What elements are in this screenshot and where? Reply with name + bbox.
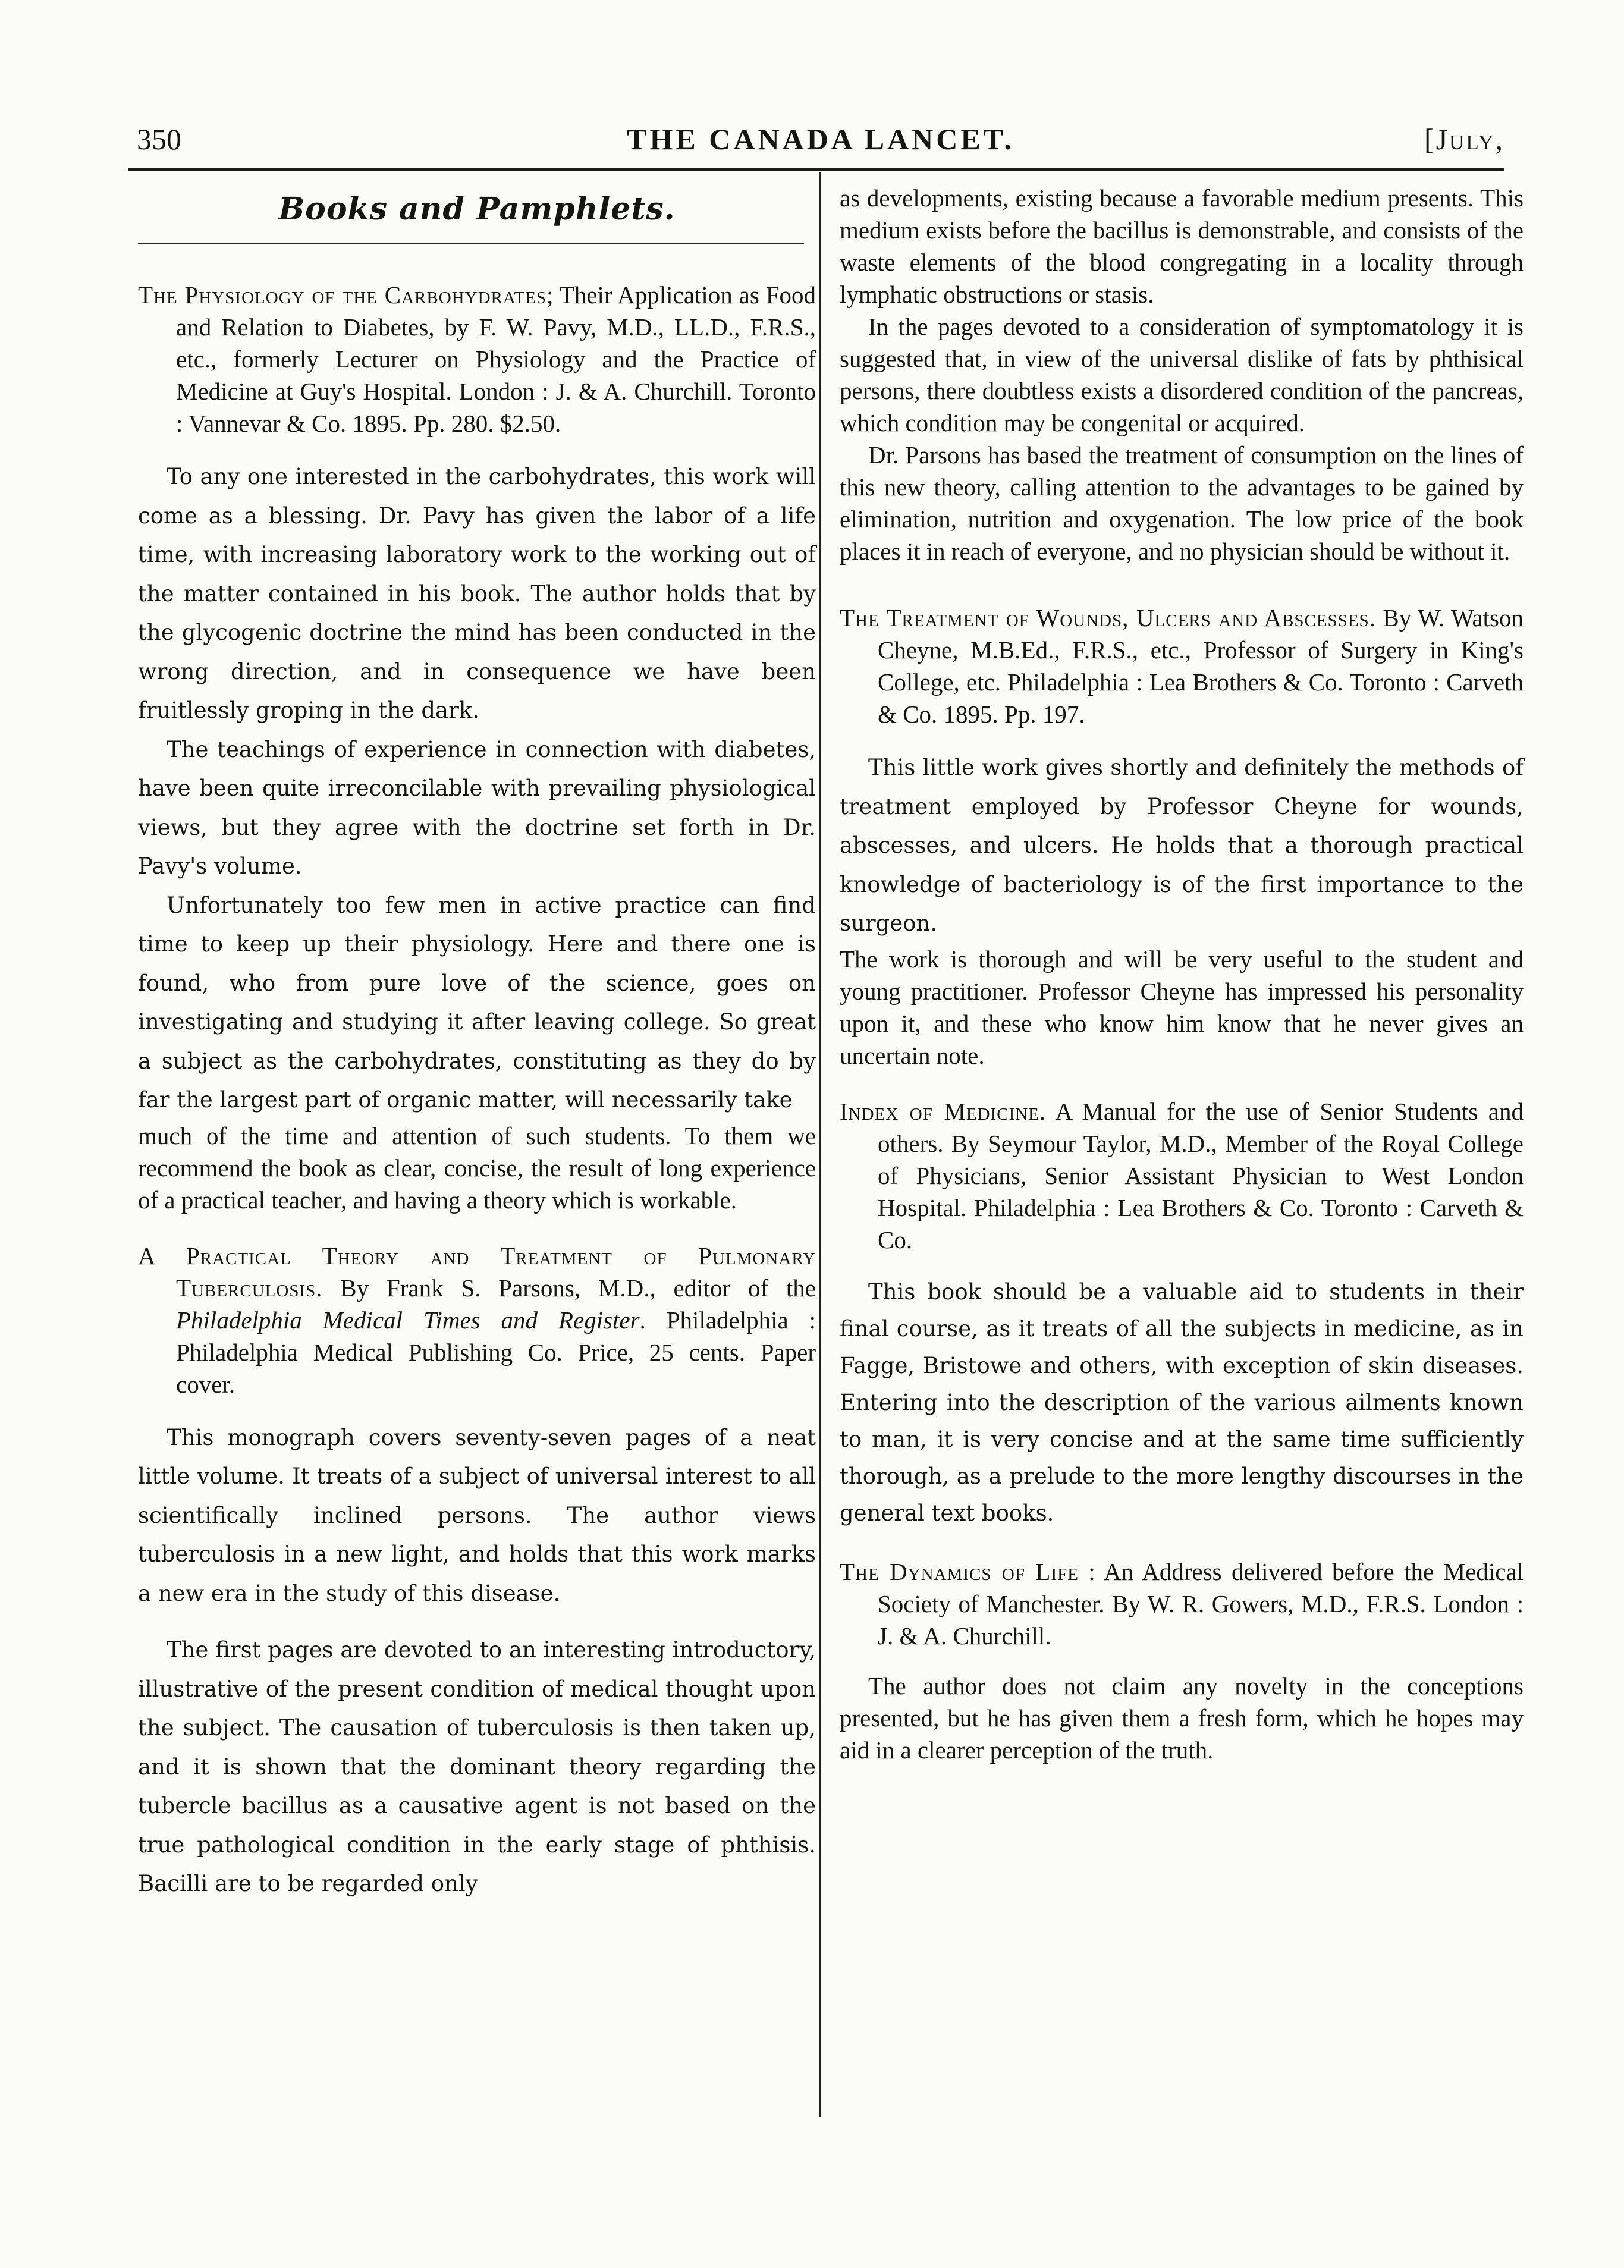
citation-pulmonary-tuberculosis (138, 1240, 816, 1400)
citation-title: A Practical Theory and Treatment of Pulmonary Tuberculosis. (138, 1242, 816, 1302)
review-paragraph: much of the time and attention of such students. To them we recommend the book as clear, concise, the result of long experience of a practical teacher, and having a theory which is workable. (138, 1122, 816, 1214)
citation-title: The Dynamics of Life (840, 1557, 1079, 1585)
citation-journal-name: Philadelphia Medical Times and Register (176, 1306, 640, 1334)
review-paragraph: This little work gives shortly and definitely the methods of treatment employed by Professor Cheyne for wounds, abscesses, and ulcers. He holds that a thorough practical knowledge of bacteriology is of the first importance to the surgeon. (840, 755, 1524, 936)
citation-physiology-carbohydrates (138, 279, 816, 439)
review-paragraph: The author does not claim any novelty in the conceptions presented, but he has given them a fresh form, which he hopes may aid in a clearer perception of the truth. (840, 1672, 1524, 1764)
citation-index-of-medicine (840, 1095, 1524, 1256)
review-paragraph: Unfortunately too few men in active practice can find time to keep up their physiology. Here and there one is found, who from pure love of the science, goes on investigating and studying it after leaving college. So great a subject as the carbohydrates, constituting as they do by far the largest part of organic matter, will necessarily take (138, 892, 816, 1113)
review-paragraph: In the pages devoted to a consideration of symptomatology it is suggested that, in view of the universal dislike of fats by phthisical persons, there doubtless exists a disordered condition of the pancreas, which condition may be congenital or acquired. (840, 313, 1524, 436)
review-paragraph: Dr. Parsons has based the treatment of consumption on the lines of this new theory, calling attention to the advantages to be gained by elimination, nutrition and oxygenation. The low price of the book places it in reach of everyone, and no physician should be without it. (840, 441, 1524, 565)
header-rule (128, 168, 1504, 171)
issue-month: [July, (1424, 122, 1504, 156)
review-paragraph: To any one interested in the carbohydrates, this work will come as a blessing. Dr. Pavy has given the labor of a life time, with increasing laboratory work to the working out of the matter contained in his book. The author holds that by the glycogenic doctrine the mind has been conducted in the wrong direction, and in consequence we have been fruitlessly groping in the dark. (138, 464, 816, 723)
citation-title: The Treatment of Wounds, Ulcers and Abscesses. (840, 604, 1376, 632)
citation-details: A Manual for the use of Senior Students and others. By Seymour Taylor, M.D., Member of the Royal College of Physicians, Senior Assistant Physician to West London Hospital. Philadelphia : Lea Brothers & Co. Toronto : Carveth & Co. (878, 1097, 1524, 1254)
citation-details: By W. Watson Cheyne, M.B.Ed., F.R.S., etc., Professor of Surgery in King's College, etc. Philadelphia : Lea Brothers & Co. Toronto : Carveth & Co. 1895. Pp. 197. (878, 604, 1524, 728)
right-column (840, 172, 1524, 1766)
citation-details: ; Their Application as Food and Relation to Diabetes, by F. W. Pavy, M.D., LL.D., F.R.S., etc., formerly Lecturer on Physiology and the Practice of Medicine at Guy's Hospital. London : J. & A. Churchill. Toronto : Vannevar & Co. 1895. Pp. 280. $2.50. (176, 281, 816, 437)
column-divider (819, 172, 821, 2117)
citation-title: Index of Medicine. (840, 1097, 1047, 1125)
review-paragraph: This monograph covers seventy-seven pages of a neat little volume. It treats of a subject of universal interest to all scientifically inclined persons. The author views tuberculosis in a new light, and holds that this work marks a new era in the study of this disease. (138, 1424, 816, 1606)
review-paragraph: The work is thorough and will be very useful to the student and young practitioner. Professor Cheyne has impressed his personality upon it, and these who know him know that he never gives an uncertain note. (840, 945, 1524, 1069)
citation-dynamics-of-life (840, 1556, 1524, 1652)
review-paragraph-continued: as developments, existing because a favorable medium presents. This medium exists before the bacillus is demonstrable, and consists of the waste elements of the blood congregating in a locality through lymphatic obstructions or stasis. (840, 184, 1524, 308)
citation-details: : An Address delivered before the Medical Society of Manchester. By W. R. Gowers, M.D., F.R.S. London : J. & A. Churchill. (878, 1557, 1524, 1650)
running-head (137, 122, 1504, 169)
citation-title: The Physiology of the Carbohydrates (138, 281, 547, 309)
section-heading: Books and Pamphlets. (278, 191, 676, 227)
citation-details: By Frank S. Parsons, M.D., editor of the (322, 1274, 816, 1302)
review-paragraph: The teachings of experience in connection with diabetes, have been quite irreconcilable with prevailing physiological views, but they agree with the doctrine set forth in Dr. Pavy's volume. (138, 736, 816, 879)
review-paragraph: The first pages are devoted to an interesting introductory, illustrative of the present condition of medical thought upon the subject. The causation of tuberculosis is then taken up, and it is shown that the dominant theory regarding the tubercle bacillus as a causative agent is not based on the true pathological condition in the early stage of phthisis. Bacilli are to be regarded only (138, 1637, 816, 1896)
citation-wounds-ulcers-abscesses (840, 602, 1524, 730)
citation-details: . Philadelphia : Philadelphia Medical Publishing Co. Price, 25 cents. Paper cover. (176, 1306, 816, 1398)
page-number: 350 (137, 122, 181, 156)
journal-title: THE CANADA LANCET. (627, 122, 1014, 156)
review-paragraph: This book should be a valuable aid to students in their final course, as it treats of all the subjects in medicine, as in Fagge, Bristowe and others, with exception of skin diseases. Entering into the description of the various ailments known to man, it is very concise and at the same time sufficiently thorough, as a prelude to the more lengthy discourses in the general text books. (840, 1279, 1524, 1526)
left-column (138, 172, 816, 1903)
